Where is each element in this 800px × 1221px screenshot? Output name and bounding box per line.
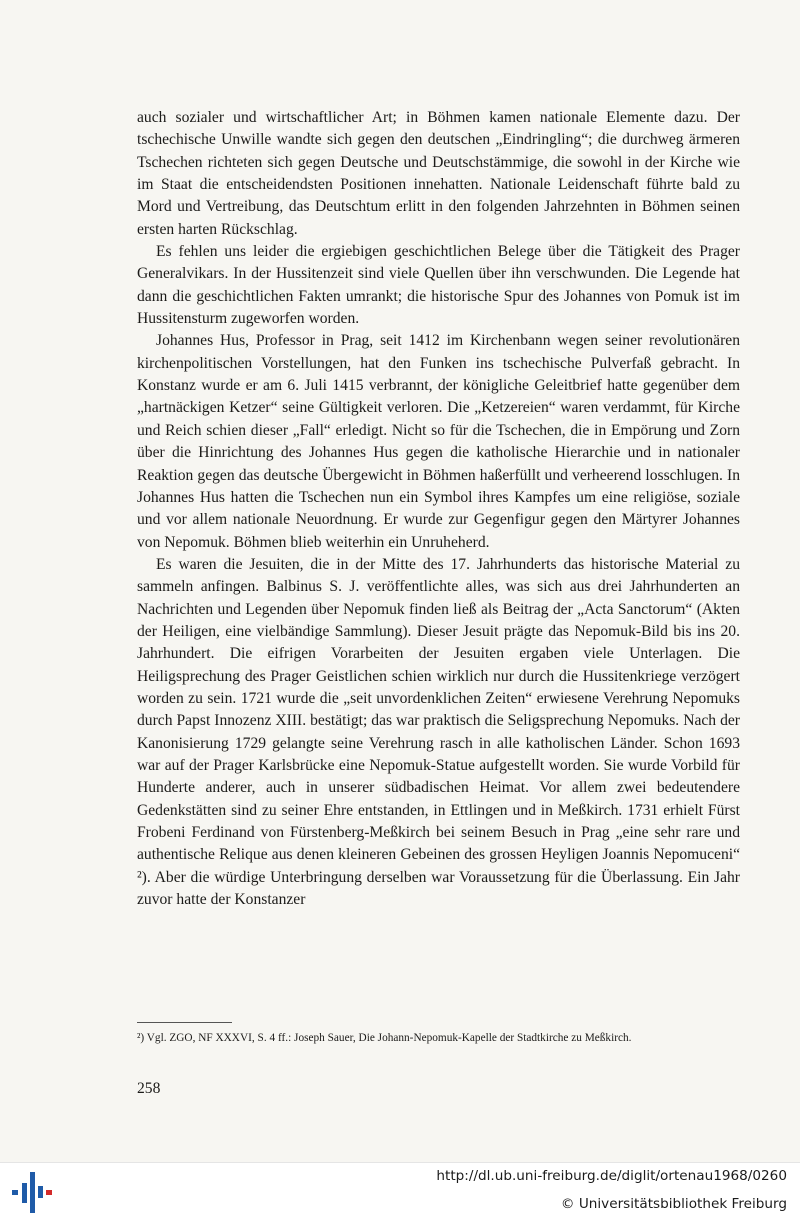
footnote-rule — [137, 1022, 232, 1023]
copyright-text: © Universitätsbibliothek Freiburg — [560, 1196, 787, 1212]
paragraph-3: Johannes Hus, Professor in Prag, seit 1412 im Kirchenbann wegen seiner revolutionären kirchenpolitischen Vorstellungen, hat den Funken ins tschechische Pulverfaß gebracht. In Konstanz wurde er am 6. Juli 1415 verbrannt, der königliche Geleitbrief hatte gegenüber dem „hartnäckigen Ketzer“ seine Gültigkeit verloren. Die „Ketzereien“ waren verdammt, für Kirche und Reich schien dieser „Fall“ erledigt. Nicht so für die Tschechen, die in Empörung und Zorn über die Hinrichtung des Johannes Hus gegen die katholische Hierarchie und in nationaler Reaktion gegen das deutsche Übergewicht in Böhmen haßerfüllt und verheerend losschlugen. In Johannes Hus hatten die Tschechen nun ein Symbol ihres Kampfes um eine religiöse, soziale und vor allem nationale Neuordnung. Er wurde zur Gegenfigur gegen den Märtyrer Johannes von Nepomuk. Böhmen blieb weiterhin ein Unruheherd. — [137, 332, 740, 551]
digital-library-url-link[interactable]: http://dl.ub.uni-freiburg.de/diglit/ortenau1968/0260 — [436, 1168, 787, 1184]
page-number: 258 — [137, 1080, 161, 1097]
paragraph-1: auch sozialer und wirtschaftlicher Art; in Böhmen kamen nationale Elemente dazu. Der tschechische Unwille wandte sich gegen den deutschen „Eindringling“; die durchweg ärmeren Tschechen richteten sich gegen Deutsche und Deutschstämmige, die sowohl in der Kirche wie im Staat die entscheidendsten Positionen innehatten. Nationale Leidenschaft führte bald zu Mord und Vertreibung, das Deutschtum erlitt in den folgenden Jahrzehnten in Böhmen seinen ersten harten Rückschlag. — [137, 109, 740, 238]
footer-bar — [0, 1162, 800, 1221]
footnote: ²) Vgl. ZGO, NF XXXVI, S. 4 ff.: Joseph Sauer, Die Johann-Nepomuk-Kapelle der Stadtkirche zu Meßkirch. — [137, 1032, 632, 1044]
paragraph-4: Es waren die Jesuiten, die in der Mitte des 17. Jahrhunderts das historische Material zu sammeln anfingen. Balbinus S. J. veröffentlichte alles, was sich aus drei Jahrhunderten an Nachrichten und Legenden über Nepomuk finden ließ als Beitrag der „Acta Sanctorum“ (Akten der Heiligen, eine vielbändige Sammlung). Dieser Jesuit prägte das Nepomuk-Bild bis ins 20. Jahrhundert. Die eifrigen Vorarbeiten der Jesuiten ergaben viele Unterlagen. Die Heiligsprechung des Prager Geistlichen schien wirklich nur durch die Hussitenkriege verzögert worden zu sein. 1721 wurde die „seit unvordenklichen Zeiten“ erwiesene Verehrung Nepomuks durch Papst Innozenz XIII. bestätigt; das war praktisch die Seligsprechung Nepomuks. Nach der Kanonisierung 1729 gelangte seine Verehrung rasch in alle katholischen Länder. Schon 1693 war auf der Prager Karlsbrücke eine Nepomuk-Statue aufgestellt worden. Sie wurde Vorbild für Hunderte anderer, auch in unserer südbadischen Heimat. Vor allem zwei bedeutendere Gedenkstätten sind zu seiner Ehre entstanden, in Ettlingen und in Meßkirch. 1731 erhielt Fürst Frobeni Ferdinand von Fürstenberg-Meßkirch bei seinem Besuch in Prag „eine sehr rare und authentische Relique aus denen kleineren Gebeinen des grossen Heyligen Joannis Nepomuceni“ ²). Aber die würdige Unterbringung derselben war Voraussetzung für die Überlassung. Ein Jahr zuvor hatte der Konstanzer — [137, 555, 740, 909]
body-text — [137, 107, 740, 911]
university-library-logo-icon — [8, 1170, 54, 1214]
paragraph-2: Es fehlen uns leider die ergiebigen geschichtlichen Belege über die Tätigkeit des Prager Generalvikars. In der Hussitenzeit sind viele Quellen über ihn verschwunden. Die Legende hat dann die geschichtlichen Fakten umrankt; die historische Spur des Johannes von Pomuk ist im Hussitensturm zugeworfen worden. — [137, 243, 740, 328]
